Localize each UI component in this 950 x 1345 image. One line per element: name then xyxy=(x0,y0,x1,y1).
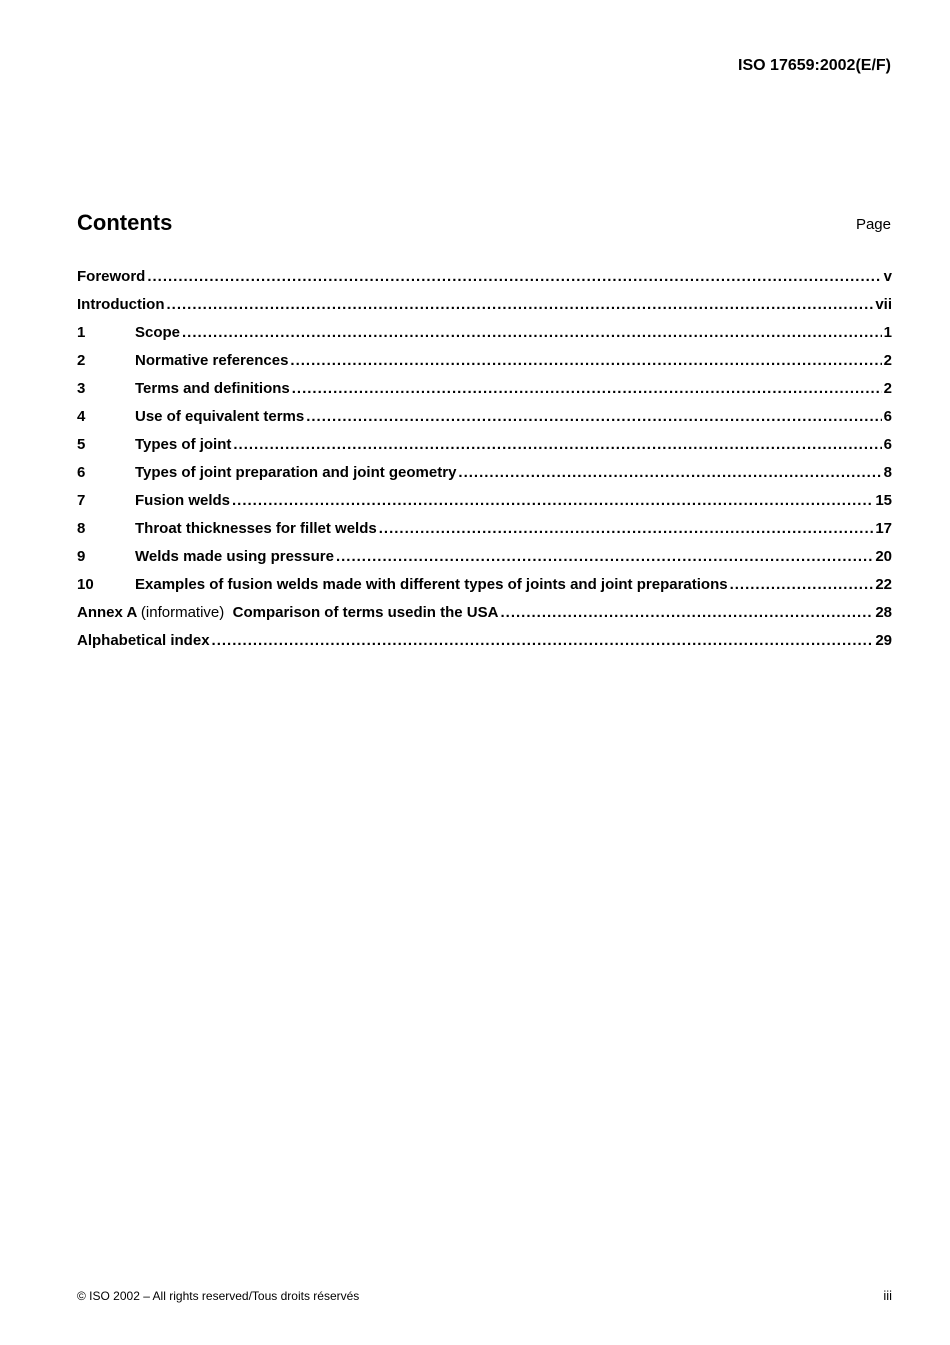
toc-entry-number: 7 xyxy=(77,492,86,509)
toc-entry-number: 4 xyxy=(77,408,86,425)
toc-entry-number: 8 xyxy=(77,520,86,537)
toc-entry-annex-a[interactable] xyxy=(77,604,892,632)
toc-entry-page: 15 xyxy=(875,492,892,509)
toc-entry-fusion-welds[interactable] xyxy=(77,492,892,520)
annex-prefix: Annex A xyxy=(77,604,137,621)
toc-entry-page: 1 xyxy=(883,324,892,341)
dot-leader xyxy=(166,296,873,313)
dot-leader xyxy=(730,576,874,593)
toc-entry-types-of-joint[interactable] xyxy=(77,436,892,464)
toc-entry-examples[interactable] xyxy=(77,576,892,604)
document-id: ISO 17659:2002(E/F) xyxy=(738,57,891,74)
toc-entry-number: 10 xyxy=(77,576,94,593)
dot-leader xyxy=(233,436,881,453)
dot-leader xyxy=(182,324,882,341)
toc-entry-terms-and-definitions[interactable] xyxy=(77,380,892,408)
toc-entry-title: Foreword xyxy=(77,268,146,285)
toc-entry-alphabetical-index[interactable] xyxy=(77,632,892,660)
page-column-label: Page xyxy=(855,216,891,233)
dot-leader xyxy=(379,520,874,537)
dot-leader xyxy=(306,408,881,425)
toc-entry-title: Introduction xyxy=(77,296,165,313)
toc-entry-page: 6 xyxy=(883,408,892,425)
toc-entry-page: 8 xyxy=(883,464,892,481)
dot-leader xyxy=(458,464,881,481)
toc-entry-scope[interactable] xyxy=(77,324,892,352)
toc-entry-page: 2 xyxy=(883,352,892,369)
toc-entry-page: 17 xyxy=(875,520,892,537)
annex-title: Comparison of terms usedin the USA xyxy=(232,604,499,621)
toc-entry-title: Welds made using pressure xyxy=(135,548,334,565)
toc-entry-equivalent-terms[interactable] xyxy=(77,408,892,436)
toc-entry-number: 5 xyxy=(77,436,86,453)
toc-entry-normative-references[interactable] xyxy=(77,352,892,380)
dot-leader xyxy=(292,380,882,397)
dot-leader xyxy=(500,604,873,621)
toc-entry-title: Throat thicknesses for fillet welds xyxy=(135,520,377,537)
dot-leader xyxy=(336,548,873,565)
toc-entry-title: Terms and definitions xyxy=(135,380,290,397)
toc-entry-page: 29 xyxy=(875,632,892,649)
toc-entry-page: 20 xyxy=(875,548,892,565)
toc-entry-page: 28 xyxy=(875,604,892,621)
dot-leader xyxy=(212,632,874,649)
dot-leader xyxy=(290,352,881,369)
contents-heading: Contents xyxy=(77,210,173,235)
toc-entry-title: Fusion welds xyxy=(135,492,231,509)
toc-entry-introduction[interactable] xyxy=(77,296,892,324)
toc-entry-title: Types of joint preparation and joint geometry xyxy=(135,464,457,481)
toc-entry-title: Scope xyxy=(135,324,181,341)
toc-entry-title: Alphabetical index xyxy=(77,632,210,649)
toc-entry-page: vii xyxy=(875,296,892,313)
toc-entry-title xyxy=(77,604,498,621)
toc-entry-page: v xyxy=(883,268,892,285)
table-of-contents xyxy=(77,268,892,660)
toc-entry-number: 6 xyxy=(77,464,86,481)
footer-page-number: iii xyxy=(883,1288,892,1303)
toc-entry-page: 6 xyxy=(883,436,892,453)
annex-qualifier: (informative) xyxy=(140,604,225,621)
toc-entry-number: 3 xyxy=(77,380,86,397)
toc-entry-page: 2 xyxy=(883,380,892,397)
toc-entry-title: Use of equivalent terms xyxy=(135,408,305,425)
toc-entry-title: Normative references xyxy=(135,352,289,369)
footer-copyright: © ISO 2002 – All rights reserved/Tous droits réservés xyxy=(77,1289,360,1303)
dot-leader xyxy=(147,268,881,285)
toc-entry-number: 1 xyxy=(77,324,86,341)
toc-entry-joint-preparation[interactable] xyxy=(77,464,892,492)
toc-entry-number: 9 xyxy=(77,548,86,565)
toc-entry-page: 22 xyxy=(875,576,892,593)
toc-entry-welds-pressure[interactable] xyxy=(77,548,892,576)
toc-entry-throat-thicknesses[interactable] xyxy=(77,520,892,548)
dot-leader xyxy=(232,492,873,509)
toc-entry-foreword[interactable] xyxy=(77,268,892,296)
toc-entry-title: Examples of fusion welds made with different types of joints and joint preparations xyxy=(135,576,728,593)
toc-entry-number: 2 xyxy=(77,352,86,369)
toc-entry-title: Types of joint xyxy=(135,436,232,453)
